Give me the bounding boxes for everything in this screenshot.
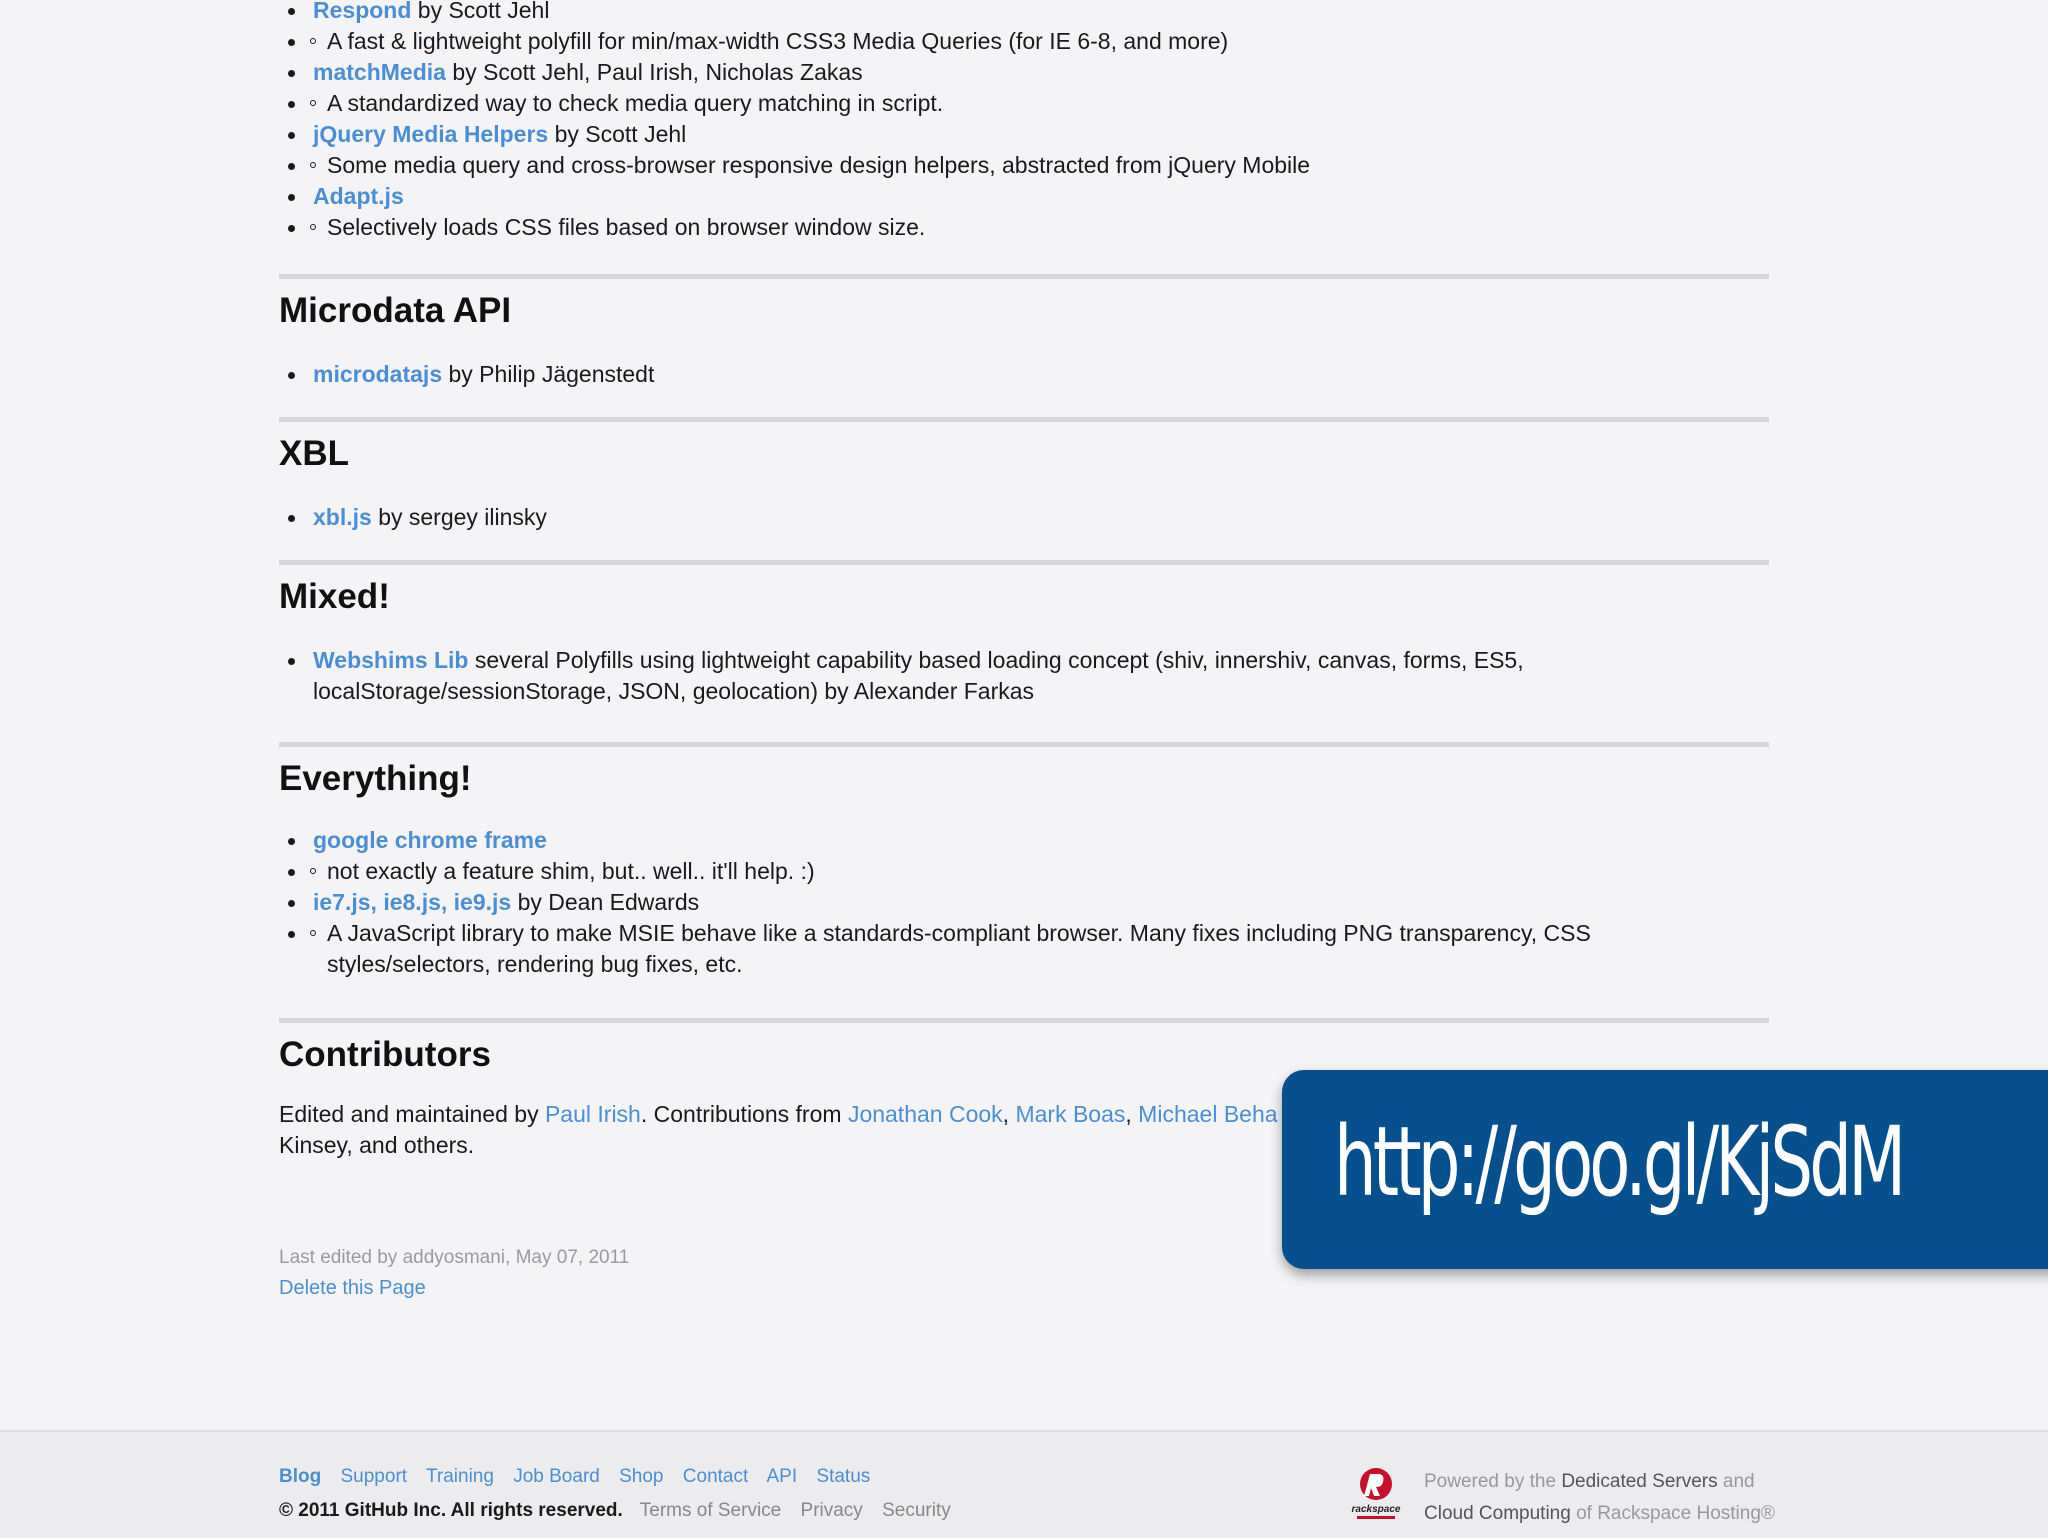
section-heading: Mixed!: [279, 577, 390, 616]
footer-link-api[interactable]: API: [766, 1466, 798, 1487]
footer-link-training[interactable]: Training: [425, 1466, 494, 1487]
project-link[interactable]: jQuery Media Helpers: [313, 121, 549, 147]
project-link[interactable]: ie7.js, ie8.js, ie9.js: [313, 889, 512, 915]
rackspace-logo-text: rackspace: [1351, 1504, 1401, 1515]
description-line: A JavaScript library to make MSIE behave like a standards-compliant browser. Many fixes including PNG transparency, CSS: [327, 920, 1591, 946]
list-item: [279, 119, 1769, 150]
section-heading: Microdata API: [279, 291, 512, 330]
author-text: by Dean Edwards: [511, 889, 700, 915]
powered-by-text: [1424, 1466, 1775, 1530]
contributors-line2: Kinsey, and others.: [279, 1132, 475, 1158]
description-line: styles/selectors, rendering bug fixes, etc.: [327, 951, 743, 977]
rackspace-hosting-text: of Rackspace Hosting®: [1570, 1503, 1775, 1524]
sub-item: [279, 88, 1769, 119]
circle-bullet-icon: [310, 224, 316, 230]
description-text: Some media query and cross-browser responsive design helpers, abstracted from jQuery Mobile: [327, 152, 1311, 178]
polyfill-list: [279, 0, 1769, 243]
list-item: [279, 0, 1769, 26]
description-text: localStorage/sessionStorage, JSON, geolocation) by Alexander Farkas: [313, 678, 1035, 704]
description-text: A fast & lightweight polyfill for min/max-width CSS3 Media Queries (for IE 6-8, and more): [327, 28, 1229, 54]
last-edited-text: Last edited by addyosmani, May 07, 2011: [279, 1247, 630, 1268]
footer-link-support[interactable]: Support: [340, 1466, 408, 1487]
footer-link-privacy[interactable]: Privacy: [800, 1500, 863, 1521]
powered-text: and: [1717, 1471, 1755, 1492]
maintainer-link[interactable]: Paul Irish: [544, 1101, 641, 1127]
circle-bullet-icon: [310, 100, 316, 106]
author-text: by Scott Jehl: [548, 121, 687, 147]
everything-list: [279, 825, 1769, 980]
project-link[interactable]: Respond: [313, 0, 412, 23]
contributor-link[interactable]: Michael Beha: [1138, 1101, 1278, 1127]
list-item: [279, 825, 1769, 856]
sub-item: [279, 150, 1769, 181]
project-link[interactable]: Adapt.js: [313, 183, 404, 209]
short-url-text: http://goo.gl/KjSdM: [1334, 1106, 1903, 1218]
footer-link-blog[interactable]: Blog: [279, 1466, 322, 1487]
author-text: by Scott Jehl: [411, 0, 550, 23]
sub-item: [279, 856, 1769, 887]
author-text: by Philip Jägenstedt: [442, 361, 655, 387]
circle-bullet-icon: [310, 868, 316, 874]
contributor-link[interactable]: Mark Boas: [1015, 1101, 1126, 1127]
copyright-text: © 2011 GitHub Inc. All rights reserved.: [279, 1500, 623, 1521]
section-divider: [279, 560, 1769, 565]
section-divider: [279, 417, 1769, 422]
list-item: [279, 57, 1769, 88]
project-link[interactable]: Webshims Lib: [313, 647, 469, 673]
list-item: [279, 359, 1769, 390]
list-item: [279, 502, 1769, 533]
delete-page-link[interactable]: Delete this Page: [279, 1277, 426, 1299]
microdata-list: [279, 359, 1769, 390]
section-heading: Contributors: [279, 1035, 491, 1074]
project-link[interactable]: matchMedia: [313, 59, 446, 85]
contributors-text: Edited and maintained by Paul Irish. Contributions from Jonathan Cook, Mark Boas, Michael Beha Kinsey, and others.: [279, 1101, 1278, 1158]
contributor-link[interactable]: Jonathan Cook: [847, 1101, 1003, 1127]
copyright-line: [279, 1500, 965, 1522]
circle-bullet-icon: [310, 930, 316, 936]
description-text: not exactly a feature shim, but.. well.. it'll help. :): [327, 858, 815, 884]
dedicated-servers-text[interactable]: Dedicated Servers: [1561, 1471, 1718, 1492]
cloud-computing-text[interactable]: Cloud Computing: [1424, 1503, 1571, 1524]
contributors-prefix: Edited and maintained by: [279, 1101, 545, 1127]
project-link[interactable]: google chrome frame: [313, 827, 547, 853]
sub-item: [279, 212, 1769, 243]
footer-link-shop[interactable]: Shop: [619, 1466, 664, 1487]
project-link[interactable]: microdatajs: [313, 361, 443, 387]
section-divider: [279, 274, 1769, 279]
description-text: A standardized way to check media query matching in script.: [327, 90, 944, 116]
section-heading: XBL: [279, 434, 349, 473]
circle-bullet-icon: [310, 162, 316, 168]
list-item: [279, 181, 1769, 212]
sub-item: [279, 918, 1769, 980]
footer-link-contact[interactable]: Contact: [682, 1466, 749, 1487]
contributors-mid: . Contributions from: [640, 1101, 848, 1127]
section-divider: [279, 742, 1769, 747]
circle-bullet-icon: [310, 38, 316, 44]
footer-link-job-board[interactable]: Job Board: [513, 1466, 600, 1487]
footer-link-terms[interactable]: Terms of Service: [639, 1500, 782, 1521]
description-text: Selectively loads CSS files based on browser window size.: [327, 214, 926, 240]
xbl-list: [279, 502, 1769, 533]
description-text: several Polyfills using lightweight capability based loading concept (shiv, innershiv, canvas, forms, ES5,: [468, 647, 1524, 673]
sub-item: [279, 26, 1769, 57]
url-banner: [1282, 1070, 2048, 1269]
section-heading: Everything!: [279, 759, 472, 798]
author-text: by sergey ilinsky: [371, 504, 547, 530]
footer-link-security[interactable]: Security: [882, 1500, 951, 1521]
project-link[interactable]: xbl.js: [313, 504, 372, 530]
rackspace-logo-icon[interactable]: [1345, 1462, 1407, 1524]
list-item: [279, 645, 1769, 707]
powered-text: Powered by the: [1424, 1471, 1562, 1492]
list-item: [279, 887, 1769, 918]
footer-links: [279, 1466, 884, 1488]
mixed-list: [279, 645, 1769, 707]
footer-link-status[interactable]: Status: [816, 1466, 871, 1487]
section-divider: [279, 1018, 1769, 1023]
author-text: by Scott Jehl, Paul Irish, Nicholas Zakas: [445, 59, 863, 85]
description-text: [327, 918, 1591, 980]
